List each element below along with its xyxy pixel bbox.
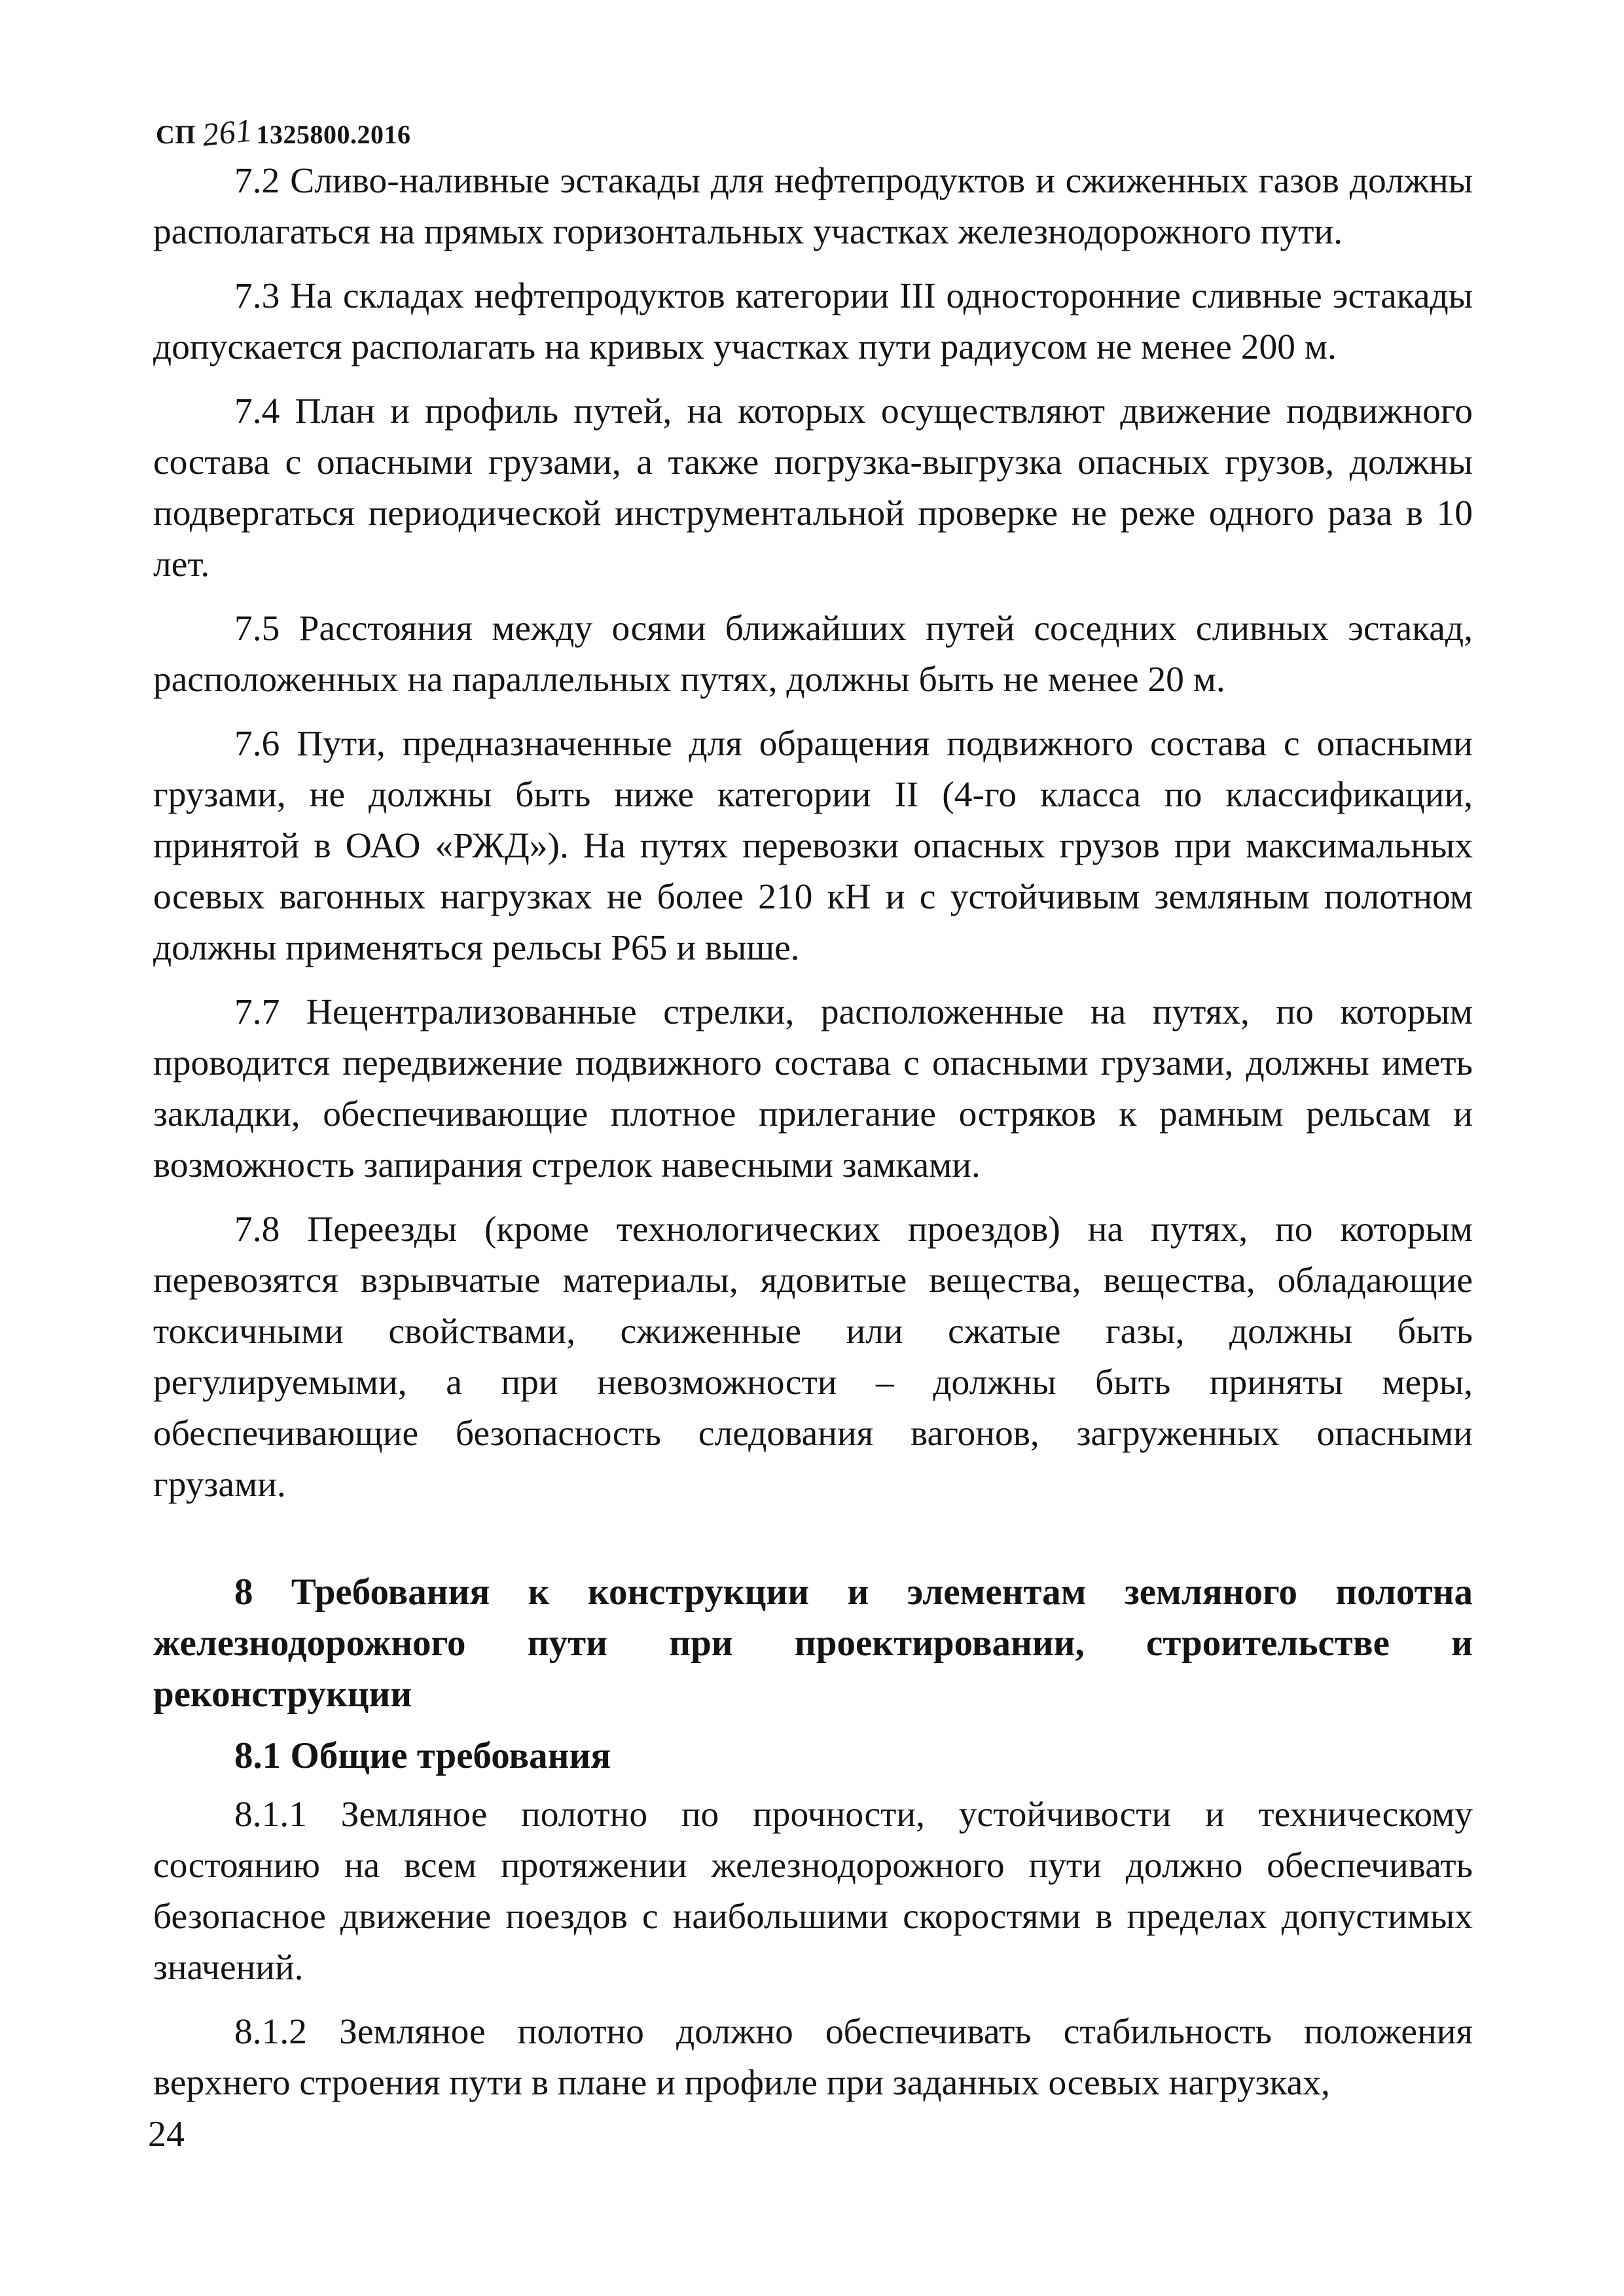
page-number: 24 (148, 2114, 185, 2155)
section-8-heading: 8 Требования к конструкции и элементам земляного полотна железнодорожного пути при проектировании, строительстве и реконструкции (153, 1571, 1473, 1715)
paragraph-7-5: 7.5 Расстояния между осями ближайших путей соседних сливных эстакад, расположенных на параллельных путях, должны быть не менее 20 м. (153, 609, 1473, 700)
paragraph-7-8: 7.8 Переезды (кроме технологических проездов) на путях, по которым перевозятся взрывчатые материалы, ядовитые вещества, вещества, обладающие токсичными свойствами, сжиженные или сжатые газы, должны быть регулируемыми, а при невозможности – должны быть приняты меры, обеспечивающие безопасность следования вагонов, загруженных опасными грузами. (153, 1210, 1473, 1505)
subsection-8-1-heading: 8.1 Общие требования (234, 1735, 611, 1776)
document-code-header (156, 113, 411, 154)
paragraph-7-4: 7.4 План и профиль путей, на которых осуществляют движение подвижного состава с опасными грузами, а также погрузка-выгрузка опасных грузов, должны подвергаться периодической инструментальной проверке не реже одного раза в 10 лет. (153, 391, 1473, 584)
code-number: 1325800.2016 (256, 120, 411, 149)
document-body (153, 156, 1473, 2122)
code-prefix: СП (156, 120, 196, 149)
paragraph-7-7: 7.7 Нецентрализованные стрелки, расположенные на путях, по которым проводится передвижение подвижного состава с опасными грузами, должны иметь закладки, обеспечивающие плотное прилегание остряков к рамным рельсам и возможность запирания стрелок навесными замками. (153, 992, 1473, 1185)
paragraph-7-3: 7.3 На складах нефтепродуктов категории III односторонние сливные эстакады допускается располагать на кривых участках пути радиусом не менее 200 м. (153, 276, 1473, 367)
paragraph-7-6: 7.6 Пути, предназначенные для обращения подвижного состава с опасными грузами, не должны быть ниже категории II (4-го класса по классификации, принятой в ОАО «РЖД»). На путях перевозки опасных грузов при максимальных осевых вагонных нагрузках не более 210 кН и с устойчивым земляным полотном должны применяться рельсы Р65 и выше. (153, 724, 1473, 968)
paragraph-8-1-1: 8.1.1 Земляное полотно по прочности, устойчивости и техническому состоянию на всем протяжении железнодорожного пути должно обеспечивать безопасное движение поездов с наибольшими скоростями в пределах допустимых значений. (153, 1795, 1473, 1988)
paragraph-7-2: 7.2 Сливо-наливные эстакады для нефтепродуктов и сжиженных газов должны располагаться на прямых горизонтальных участках железнодорожного пути. (153, 161, 1473, 252)
handwritten-number: 261 (200, 111, 255, 153)
paragraph-8-1-2: 8.1.2 Земляное полотно должно обеспечивать стабильность положения верхнего строения пути в плане и профиле при заданных осевых нагрузках, (153, 2012, 1473, 2103)
